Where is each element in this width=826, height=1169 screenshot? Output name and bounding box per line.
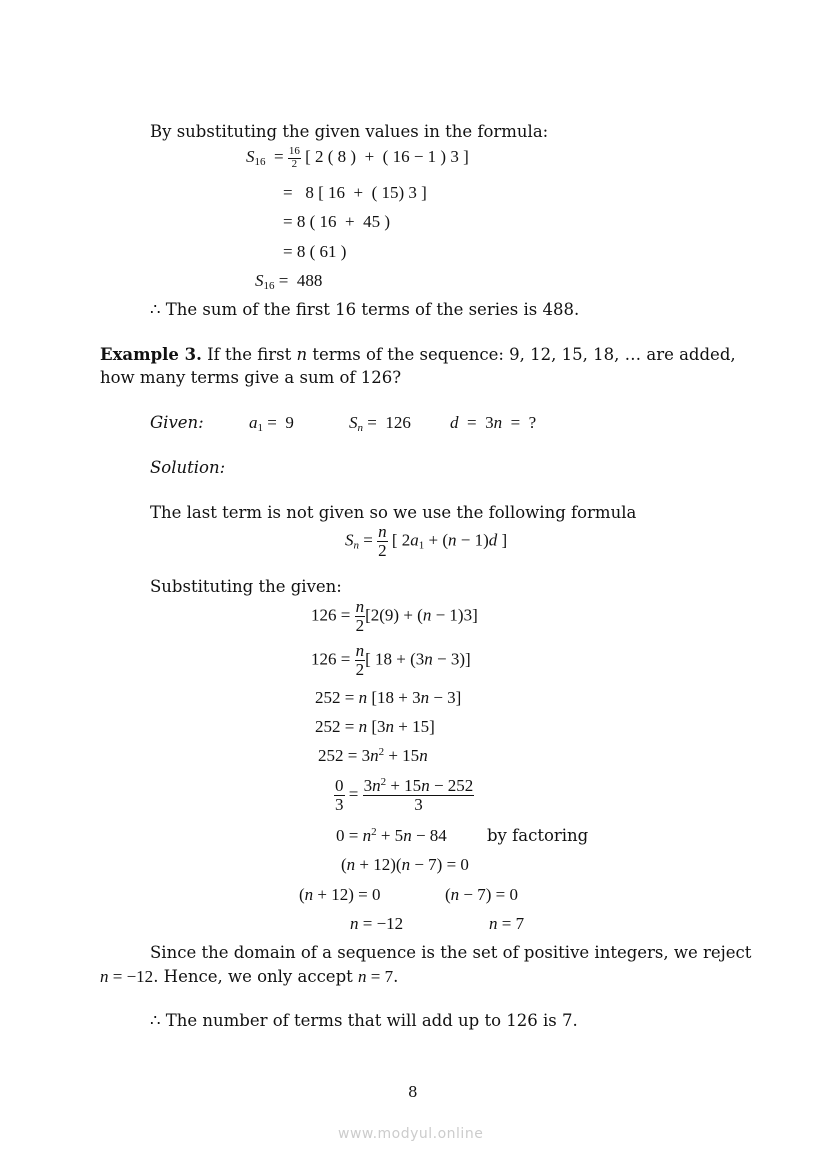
- equation-step5: $252 = 3n^2 + 15n$: [318, 746, 428, 765]
- solution-n-positive: n = 7: [489, 914, 525, 933]
- example3-statement-line2: how many terms give a sum of 126?: [100, 368, 402, 387]
- sum16-conclusion: ∴ The sum of the first 16 terms of the series is 488.: [150, 300, 580, 319]
- example3-statement-line1: Example 3. If the first n terms of the sequence: 9, 12, 15, 18, … are added,: [100, 345, 736, 364]
- sum-formula: $S_n$ = $\frac{n}{2}$ [ $2a_1 + (n - 1)d$ ]: [345, 522, 508, 560]
- equation-s16-step1: $S_{16}$ = $\frac{16}{2}$ [ 2 ( 8 ) + ( 16 − 1 ) 3 ]: [246, 145, 469, 170]
- example3-label: Example 3.: [100, 345, 202, 364]
- example3-conclusion: ∴ The number of terms that will add up to 126 is 7.: [150, 1011, 578, 1030]
- given-a1: $a_1 = 9$: [249, 413, 294, 434]
- equation-s16-step2: = 8 [ 16 + ( 15) 3 ]: [283, 183, 427, 202]
- equation-step6: $\frac{0}{3}$ = $\frac{3n^2 + 15n - 252}{3}$: [335, 776, 474, 814]
- given-d: d = 3n = ?: [450, 413, 537, 432]
- equation-step4: 252 = n [3n + 15]: [315, 717, 435, 736]
- solution-n-negative: n = −12: [350, 914, 404, 933]
- factoring-note: by factoring: [487, 826, 589, 845]
- equation-factor1: (n + 12) = 0: [299, 885, 381, 904]
- equation-s16-result: $S_{16} = 488$: [255, 271, 323, 292]
- domain-explanation-line1: Since the domain of a sequence is the set of positive integers, we reject: [150, 943, 752, 962]
- equation-s16-step3: = 8 ( 16 + 45 ): [283, 212, 390, 231]
- equation-factor2: (n − 7) = 0: [445, 885, 519, 904]
- page-number: 8: [408, 1083, 418, 1101]
- equation-step3: 252 = n [18 + 3n − 3]: [315, 688, 462, 707]
- substitution-intro: By substituting the given values in the formula:: [150, 122, 549, 141]
- equation-step2: 126 = $\frac{n}{2}$ [ 18 + (3n − 3)]: [311, 641, 471, 679]
- given-sn: $S_n = 126$: [349, 413, 411, 434]
- equation-s16-step4: = 8 ( 61 ): [283, 242, 347, 261]
- substituting-text: Substituting the given:: [150, 577, 342, 596]
- last-term-text: The last term is not given so we use the following formula: [150, 503, 637, 522]
- solution-label: Solution:: [150, 458, 226, 477]
- watermark: www.modyul.online: [338, 1126, 484, 1142]
- equation-step7: $0 = n^2 + 5n - 84$: [336, 826, 447, 845]
- equation-factored: (n + 12)(n − 7) = 0: [341, 855, 469, 874]
- equation-step1: 126 = $\frac{n}{2}$ [2(9) + (n − 1)3]: [311, 597, 478, 635]
- domain-explanation-line2: n = −12. Hence, we only accept n = 7.: [100, 967, 399, 986]
- given-label: Given:: [150, 413, 204, 432]
